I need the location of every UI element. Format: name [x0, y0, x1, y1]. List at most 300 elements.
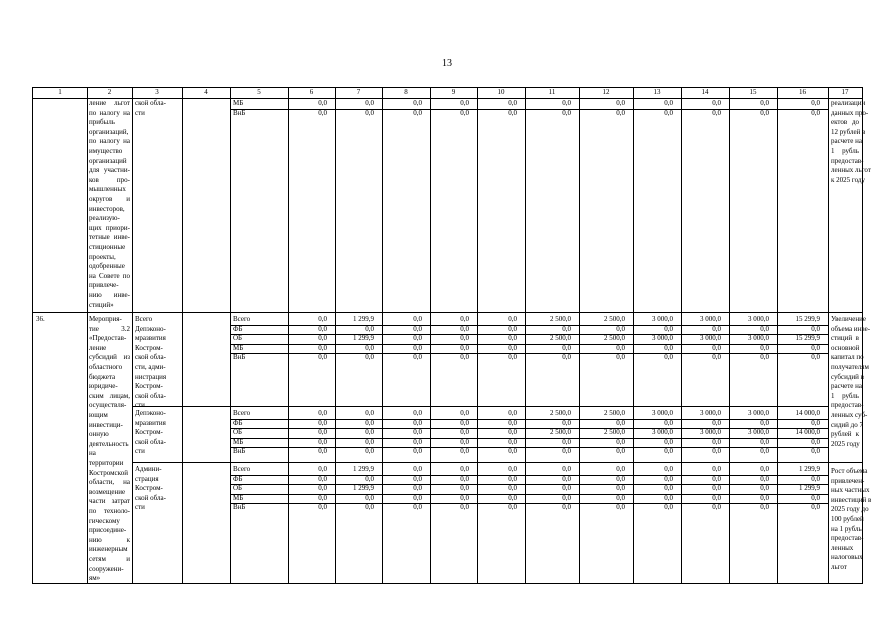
- cell-value: 0,0: [811, 474, 820, 483]
- cell-value: 0,0: [664, 493, 673, 502]
- cell-text-line: гическому: [89, 516, 120, 525]
- cell-value: 0,0: [318, 484, 327, 493]
- cell-text-line: областного: [89, 363, 123, 371]
- cell-value: 0,0: [712, 99, 721, 107]
- row-label: ОБ: [233, 428, 243, 437]
- cell-value: 0,0: [365, 493, 374, 502]
- cell-text-line: Костромской: [89, 468, 128, 477]
- cell-text-line: объема инве-: [831, 324, 871, 333]
- column-header: 17: [841, 88, 849, 96]
- cell-value: 0,0: [811, 437, 820, 446]
- cell-text-line: ским лицам,: [89, 391, 130, 400]
- cell-value: 0,0: [365, 324, 374, 333]
- cell-text-line: территории: [89, 459, 124, 467]
- cell-value: 2 500,0: [604, 428, 625, 437]
- cell-value: 0,0: [318, 315, 327, 323]
- cell-value: 0,0: [562, 447, 571, 456]
- row-number: 36.: [36, 315, 45, 323]
- cell-value: 0,0: [664, 474, 673, 483]
- cell-value: 0,0: [508, 437, 517, 446]
- cell-value: 15 299,9: [795, 334, 820, 343]
- cell-text-line: онную: [89, 430, 109, 439]
- cell-value: 0,0: [562, 493, 571, 502]
- cell-text-line: прибыль: [89, 118, 115, 127]
- cell-text-line: привлече-: [89, 281, 119, 290]
- column-header: 10: [497, 88, 505, 96]
- cell-value: 0,0: [413, 108, 422, 117]
- cell-value: 0,0: [413, 353, 422, 362]
- cell-value: 0,0: [616, 474, 625, 483]
- cell-value: 1 299,9: [353, 484, 374, 493]
- page-number: 13: [442, 58, 452, 69]
- cell-value: 0,0: [460, 353, 469, 362]
- cell-value: 0,0: [318, 409, 327, 417]
- cell-text-line: сти: [135, 401, 145, 410]
- column-header: 16: [799, 88, 806, 96]
- cell-value: 0,0: [508, 324, 517, 333]
- row-label: МБ: [233, 343, 244, 352]
- cell-value: 0,0: [318, 334, 327, 343]
- cell-value: 0,0: [664, 108, 673, 117]
- cell-text-line: осуществля-: [89, 401, 127, 410]
- cell-value: 0,0: [318, 474, 327, 483]
- cell-value: 0,0: [664, 343, 673, 352]
- cell-value: 0,0: [760, 474, 769, 483]
- cell-value: 0,0: [712, 353, 721, 362]
- cell-value: 0,0: [413, 324, 422, 333]
- cell-value: 0,0: [413, 437, 422, 446]
- cell-value: 0,0: [508, 409, 517, 417]
- cell-value: 0,0: [318, 353, 327, 362]
- cell-text-line: возмещение: [89, 487, 126, 496]
- cell-value: 0,0: [664, 99, 673, 107]
- cell-text-line: Костром-: [135, 428, 163, 437]
- cell-text-line: стиций»: [89, 300, 114, 309]
- cell-value: 0,0: [616, 343, 625, 352]
- cell-value: 0,0: [365, 503, 374, 512]
- cell-value: 0,0: [712, 324, 721, 333]
- cell-text-line: ленных суб-: [831, 411, 868, 419]
- row-label: ВнБ: [233, 108, 246, 117]
- cell-text-line: инвесторов,: [89, 204, 125, 213]
- cell-value: 0,0: [365, 353, 374, 362]
- column-header: 8: [404, 88, 408, 96]
- cell-value: 0,0: [811, 493, 820, 502]
- block-rule: [33, 312, 862, 313]
- cell-value: 0,0: [460, 315, 469, 323]
- cell-value: 0,0: [811, 418, 820, 427]
- cell-text-line: инженерным: [89, 545, 128, 554]
- cell-text-line: получателям: [831, 363, 869, 371]
- cell-value: 0,0: [562, 108, 571, 117]
- cell-value: 0,0: [712, 447, 721, 456]
- cell-text-line: ской обла-: [135, 353, 166, 362]
- cell-value: 3 000,0: [700, 409, 721, 417]
- cell-text-line: предостав-: [831, 534, 864, 543]
- cell-text-line: 2025 году до: [831, 505, 869, 514]
- cell-value: 0,0: [712, 474, 721, 483]
- cell-text-line: ской обла-: [135, 437, 166, 446]
- row-label: ВнБ: [233, 353, 246, 362]
- cell-value: 0,0: [413, 334, 422, 343]
- cell-value: 0,0: [562, 474, 571, 483]
- cell-value: 0,0: [616, 353, 625, 362]
- cell-text-line: имущество: [89, 147, 123, 155]
- cell-value: 0,0: [460, 474, 469, 483]
- cell-value: 0,0: [508, 99, 517, 107]
- cell-value: 0,0: [664, 447, 673, 456]
- cell-value: 0,0: [508, 353, 517, 362]
- cell-value: 0,0: [616, 324, 625, 333]
- column-header: 7: [356, 88, 361, 96]
- cell-value: 0,0: [508, 108, 517, 117]
- cell-value: 14 000,0: [795, 428, 820, 437]
- cell-value: 2 500,0: [550, 334, 571, 343]
- cell-value: 0,0: [562, 503, 571, 512]
- cell-value: 0,0: [318, 343, 327, 352]
- cell-text-line: Всего: [135, 315, 153, 323]
- cell-text-line: ление льгот: [89, 99, 130, 107]
- cell-value: 0,0: [760, 418, 769, 427]
- cell-text-line: организаций,: [89, 127, 129, 136]
- cell-value: 0,0: [413, 418, 422, 427]
- cell-value: 0,0: [712, 343, 721, 352]
- row-label: Всего: [233, 315, 251, 323]
- column-header: 15: [749, 88, 757, 96]
- column-header: 9: [451, 88, 456, 96]
- cell-text-line: организаций: [89, 156, 127, 165]
- cell-text-line: субсидий из: [89, 353, 130, 362]
- cell-value: 0,0: [664, 465, 673, 473]
- cell-text-line: мразвития: [135, 418, 166, 427]
- cell-value: 0,0: [664, 418, 673, 427]
- cell-value: 0,0: [760, 447, 769, 456]
- cell-text-line: для участни-: [89, 166, 130, 175]
- cell-text-line: тие 3.2: [89, 324, 130, 333]
- cell-text-line: сетям и: [89, 555, 130, 563]
- cell-text-line: ющим: [89, 411, 108, 419]
- cell-text-line: ской обла-: [135, 99, 166, 107]
- column-header: 13: [653, 88, 661, 96]
- cell-value: 0,0: [760, 437, 769, 446]
- cell-text-line: на 1 рубль: [831, 524, 862, 533]
- row-label: Всего: [233, 409, 251, 417]
- cell-value: 0,0: [365, 108, 374, 117]
- cell-value: 0,0: [760, 493, 769, 502]
- cell-value: 0,0: [664, 484, 673, 493]
- cell-text-line: сти: [135, 447, 145, 456]
- row-label: МБ: [233, 99, 244, 107]
- cell-value: 0,0: [664, 437, 673, 446]
- cell-value: 0,0: [760, 324, 769, 333]
- cell-value: 0,0: [562, 418, 571, 427]
- cell-text-line: ской обла-: [135, 391, 166, 400]
- cell-text-line: стиционные: [89, 243, 126, 251]
- cell-value: 0,0: [616, 108, 625, 117]
- cell-text-line: ленных льгот: [831, 166, 871, 175]
- column-rule: [87, 88, 88, 583]
- cell-value: 0,0: [616, 99, 625, 107]
- cell-value: 14 000,0: [795, 409, 820, 417]
- cell-value: 0,0: [811, 447, 820, 456]
- cell-value: 0,0: [616, 447, 625, 456]
- cell-text-line: части затрат: [89, 497, 130, 506]
- cell-value: 0,0: [811, 108, 820, 117]
- cell-text-line: 100 рублей: [831, 515, 864, 523]
- cell-value: 0,0: [508, 343, 517, 352]
- row-label: МБ: [233, 437, 244, 446]
- cell-value: 0,0: [413, 343, 422, 352]
- cell-text-line: инвестиций в: [831, 495, 872, 504]
- cell-value: 2 500,0: [604, 315, 625, 323]
- row-label: ФБ: [233, 418, 243, 427]
- cell-value: 0,0: [508, 428, 517, 437]
- column-header: 12: [602, 88, 610, 96]
- cell-value: 0,0: [760, 465, 769, 473]
- cell-value: 0,0: [616, 493, 625, 502]
- cell-value: 2 500,0: [550, 409, 571, 417]
- cell-value: 0,0: [413, 447, 422, 456]
- cell-value: 0,0: [413, 493, 422, 502]
- cell-value: 2 500,0: [604, 409, 625, 417]
- cell-value: 0,0: [712, 437, 721, 446]
- cell-value: 0,0: [460, 484, 469, 493]
- cell-value: 0,0: [365, 474, 374, 483]
- cell-value: 2 500,0: [550, 428, 571, 437]
- cell-text-line: бюджета: [89, 372, 116, 381]
- cell-value: 0,0: [365, 99, 374, 107]
- cell-value: 3 000,0: [700, 315, 721, 323]
- cell-text-line: проекты,: [89, 252, 116, 261]
- cell-value: 1 299,9: [353, 465, 374, 473]
- row-label: ВнБ: [233, 503, 246, 512]
- cell-text-line: одобренные: [89, 262, 125, 271]
- cell-text-line: Мероприя-: [89, 315, 122, 323]
- cell-value: 3 000,0: [652, 315, 673, 323]
- cell-value: 0,0: [562, 343, 571, 352]
- cell-text-line: мышленных: [89, 185, 126, 194]
- cell-value: 0,0: [460, 503, 469, 512]
- cell-text-line: щих приори-: [89, 223, 130, 232]
- cell-value: 3 000,0: [748, 409, 769, 417]
- cell-text-line: по налогу на: [89, 137, 130, 146]
- cell-text-line: сти, адми-: [135, 363, 166, 371]
- cell-text-line: основной: [831, 343, 860, 352]
- cell-value: 0,0: [460, 409, 469, 417]
- cell-text-line: «Предостав-: [89, 334, 127, 343]
- cell-value: 0,0: [508, 503, 517, 512]
- cell-value: 0,0: [460, 447, 469, 456]
- cell-text-line: к 2025 году: [831, 175, 865, 184]
- cell-value: 0,0: [712, 493, 721, 502]
- cell-value: 0,0: [318, 437, 327, 446]
- cell-text-line: ков про-: [89, 175, 130, 184]
- cell-text-line: нию к: [89, 535, 130, 544]
- cell-value: 0,0: [318, 465, 327, 473]
- cell-value: 0,0: [811, 99, 820, 107]
- cell-value: 0,0: [413, 484, 422, 493]
- cell-text-line: деятельность: [89, 439, 129, 448]
- cell-value: 0,0: [616, 484, 625, 493]
- cell-text-line: Костром-: [135, 484, 163, 493]
- cell-value: 2 500,0: [604, 334, 625, 343]
- cell-text-line: ленных: [831, 543, 854, 552]
- cell-text-line: Депэконо-: [135, 324, 166, 333]
- cell-text-line: субсидий в: [831, 372, 864, 381]
- cell-text-line: Рост объема: [831, 467, 868, 475]
- cell-text-line: нию инве-: [89, 291, 130, 299]
- cell-value: 0,0: [508, 465, 517, 473]
- cell-text-line: Админи-: [135, 465, 162, 473]
- cell-value: 0,0: [562, 484, 571, 493]
- cell-value: 2 500,0: [550, 315, 571, 323]
- cell-text-line: ской обла-: [135, 493, 166, 502]
- column-header: 4: [204, 88, 208, 96]
- cell-value: 0,0: [664, 324, 673, 333]
- column-rule: [132, 88, 133, 583]
- group-rule: [132, 462, 862, 463]
- cell-value: 0,0: [760, 353, 769, 362]
- cell-value: 0,0: [365, 409, 374, 417]
- cell-value: 0,0: [413, 99, 422, 107]
- cell-value: 0,0: [318, 428, 327, 437]
- cell-value: 0,0: [365, 343, 374, 352]
- cell-value: 0,0: [460, 418, 469, 427]
- cell-value: 0,0: [508, 418, 517, 427]
- row-label: ОБ: [233, 484, 243, 493]
- cell-value: 3 000,0: [700, 428, 721, 437]
- cell-text-line: округов и: [89, 195, 130, 203]
- cell-value: 0,0: [562, 99, 571, 107]
- cell-value: 0,0: [413, 474, 422, 483]
- cell-value: 0,0: [616, 418, 625, 427]
- column-header: 1: [58, 88, 62, 96]
- cell-value: 0,0: [318, 99, 327, 107]
- cell-text-line: по техноло-: [89, 507, 130, 515]
- cell-value: 0,0: [760, 484, 769, 493]
- cell-value: 0,0: [318, 324, 327, 333]
- cell-text-line: льгот: [831, 563, 847, 571]
- cell-value: 0,0: [413, 409, 422, 417]
- cell-value: 0,0: [712, 465, 721, 473]
- cell-text-line: ектов до: [831, 118, 859, 127]
- cell-text-line: капитал по: [831, 353, 864, 362]
- cell-value: 0,0: [413, 315, 422, 323]
- cell-value: 0,0: [712, 503, 721, 512]
- cell-text-line: Увеличение: [831, 315, 867, 323]
- group-rule: [132, 406, 828, 407]
- cell-value: 0,0: [712, 418, 721, 427]
- cell-value: 0,0: [811, 353, 820, 362]
- cell-value: 1 299,9: [353, 334, 374, 343]
- row-label: ОБ: [233, 334, 243, 343]
- cell-text-line: нистрация: [135, 372, 167, 381]
- cell-text-line: инвестици-: [89, 420, 123, 429]
- cell-text-line: привлечен-: [831, 476, 865, 485]
- cell-text-line: Костром-: [135, 382, 163, 391]
- cell-text-line: мразвития: [135, 334, 166, 343]
- row-label: МБ: [233, 493, 244, 502]
- cell-value: 0,0: [460, 334, 469, 343]
- cell-value: 0,0: [508, 315, 517, 323]
- cell-text-line: предостав-: [831, 401, 864, 410]
- cell-value: 0,0: [318, 418, 327, 427]
- row-label: ФБ: [233, 324, 243, 333]
- cell-value: 3 000,0: [652, 428, 673, 437]
- cell-value: 1 299,9: [799, 484, 820, 493]
- cell-value: 0,0: [318, 108, 327, 117]
- cell-value: 0,0: [460, 493, 469, 502]
- cell-text-line: Костром-: [135, 343, 163, 352]
- cell-text-line: присоедине-: [89, 526, 127, 535]
- row-label: ФБ: [233, 474, 243, 483]
- row-label: ВнБ: [233, 447, 246, 456]
- cell-text-line: данных про-: [831, 108, 869, 117]
- cell-value: 0,0: [508, 447, 517, 456]
- cell-value: 0,0: [712, 484, 721, 493]
- column-rule: [828, 88, 829, 583]
- column-rule: [230, 88, 231, 583]
- cell-value: 0,0: [760, 99, 769, 107]
- cell-value: 0,0: [562, 437, 571, 446]
- cell-text-line: 1 рубль: [831, 391, 859, 400]
- cell-value: 1 299,9: [353, 315, 374, 323]
- cell-value: 1 299,9: [799, 465, 820, 473]
- cell-text-line: реализации: [831, 99, 866, 107]
- column-rule: [182, 88, 183, 583]
- cell-value: 0,0: [365, 428, 374, 437]
- cell-value: 3 000,0: [700, 334, 721, 343]
- cell-text-line: на Совете по: [89, 271, 130, 280]
- cell-value: 3 000,0: [652, 409, 673, 417]
- cell-text-line: Депэконо-: [135, 409, 166, 417]
- column-header: 5: [257, 88, 261, 96]
- cell-value: 0,0: [413, 465, 422, 473]
- cell-text-line: тетные инве-: [89, 233, 130, 242]
- cell-value: 0,0: [413, 428, 422, 437]
- cell-value: 0,0: [811, 503, 820, 512]
- cell-value: 0,0: [460, 465, 469, 473]
- cell-value: 0,0: [508, 334, 517, 343]
- cell-text-line: сти: [135, 503, 145, 512]
- cell-value: 0,0: [508, 493, 517, 502]
- cell-text-line: по налогу на: [89, 108, 130, 117]
- cell-value: 0,0: [508, 484, 517, 493]
- cell-text-line: налоговых: [831, 553, 863, 562]
- cell-value: 3 000,0: [652, 334, 673, 343]
- cell-text-line: ям»: [89, 574, 101, 583]
- cell-value: 0,0: [664, 503, 673, 512]
- column-header: 14: [701, 88, 709, 96]
- cell-value: 3 000,0: [748, 315, 769, 323]
- cell-text-line: реализую-: [89, 214, 120, 223]
- cell-value: 0,0: [562, 465, 571, 473]
- cell-value: 0,0: [664, 353, 673, 362]
- cell-value: 0,0: [616, 465, 625, 473]
- cell-value: 0,0: [562, 353, 571, 362]
- cell-text-line: 1 рубль: [831, 147, 859, 155]
- cell-value: 0,0: [318, 503, 327, 512]
- cell-value: 15 299,9: [795, 315, 820, 323]
- cell-text-line: страция: [135, 474, 159, 483]
- cell-value: 0,0: [460, 428, 469, 437]
- cell-text-line: расчете на: [831, 382, 862, 391]
- cell-value: 0,0: [712, 108, 721, 117]
- cell-value: 0,0: [460, 343, 469, 352]
- cell-value: 0,0: [562, 324, 571, 333]
- cell-value: 0,0: [760, 503, 769, 512]
- cell-value: 3 000,0: [748, 428, 769, 437]
